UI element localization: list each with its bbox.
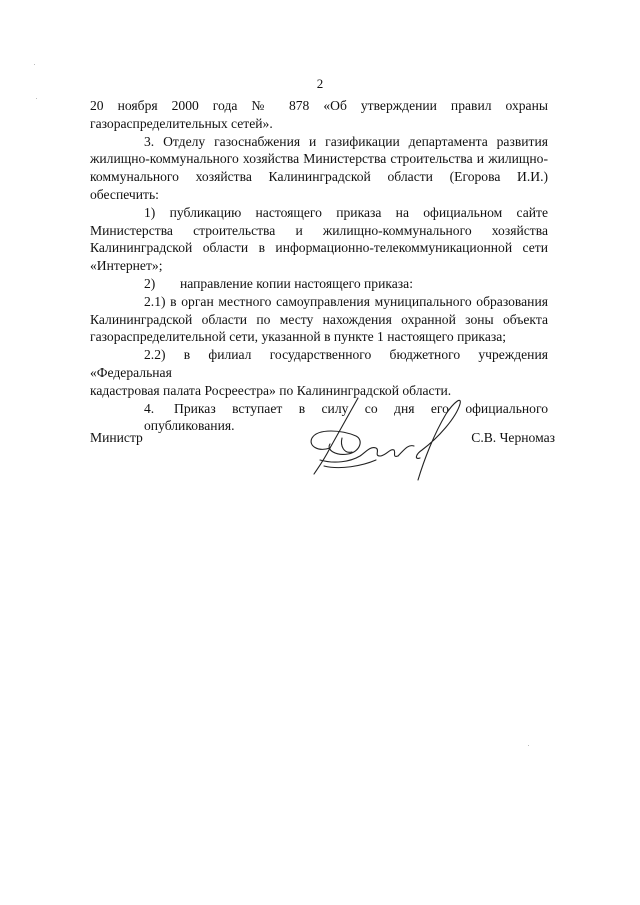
paragraph-line: обеспечить: bbox=[90, 186, 159, 202]
paragraph-number: 4. bbox=[144, 400, 155, 416]
scan-speck bbox=[34, 64, 35, 65]
paragraph-line: газораспределительных сетей». bbox=[90, 115, 273, 131]
signature-block bbox=[90, 422, 555, 482]
list-item-line: газораспределительной сети, указанной в пункте 1 настоящего приказа; bbox=[90, 329, 507, 345]
signatory-name: С.В. Черномаз bbox=[471, 430, 555, 445]
scan-speck bbox=[528, 745, 529, 746]
signatory-title: Министр bbox=[90, 430, 143, 445]
list-item-line: 1) публикацию настоящего приказа на официальном сайте bbox=[144, 204, 548, 220]
paragraph-text: Приказ вступает в силу со дня его официального опубликования. bbox=[144, 400, 548, 434]
list-item-line: 2.1) в орган местного самоуправления муниципального образования bbox=[144, 293, 548, 309]
page-number: 2 bbox=[316, 76, 324, 91]
list-item-line: Калининградской области по месту нахождения охранной зоны объекта bbox=[90, 311, 548, 327]
paragraph-line: 3. Отделу газоснабжения и газификации департамента развития bbox=[144, 133, 548, 149]
document-body bbox=[90, 97, 548, 435]
list-item-line: 2.2) в филиал государственного бюджетного учреждения «Федеральная bbox=[90, 347, 548, 380]
paragraph-line: 20 ноября 2000 года № 878 «Об утверждении правил охраны bbox=[90, 98, 548, 113]
list-text: направление копии настоящего приказа: bbox=[180, 275, 413, 291]
list-item-line: кадастровая палата Росреестра» по Калининградской области. bbox=[90, 382, 452, 398]
list-item-line: «Интернет»; bbox=[90, 258, 163, 274]
handwritten-signature-icon bbox=[300, 390, 470, 490]
scan-speck bbox=[36, 98, 37, 99]
paragraph-line: жилищно-коммунального хозяйства Министерства строительства и жилищно- bbox=[90, 151, 548, 167]
list-item-line: Министерства строительства и жилищно-коммунального хозяйства bbox=[90, 222, 548, 238]
paragraph-line: коммунального хозяйства Калининградской области (Егорова И.И.) bbox=[90, 169, 548, 185]
list-item-line bbox=[90, 275, 548, 293]
list-number: 2) bbox=[144, 275, 156, 291]
list-item-line: Калининградской области в информационно-телекоммуникационной сети bbox=[90, 240, 548, 256]
